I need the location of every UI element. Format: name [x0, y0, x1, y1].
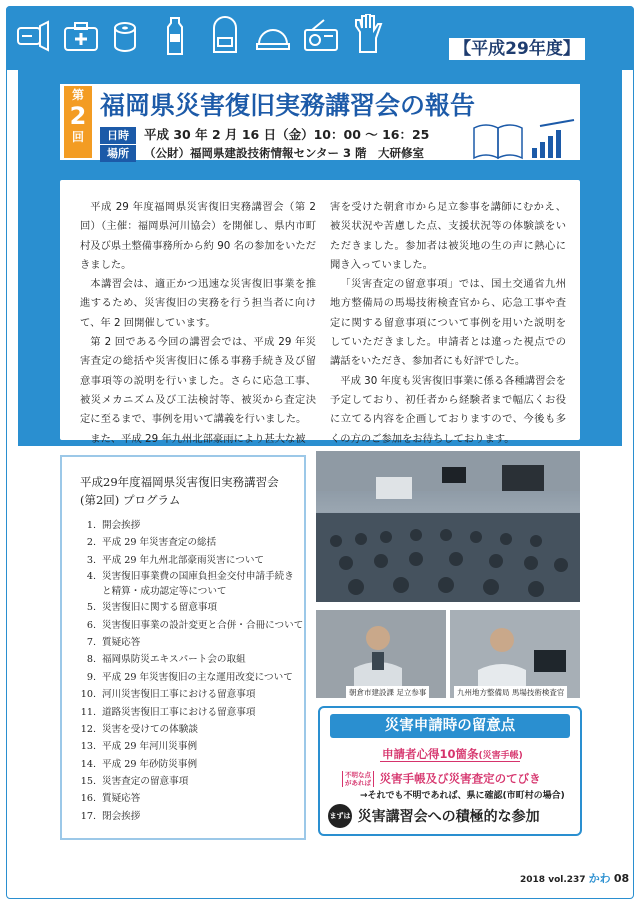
program-item-label: 質疑応答	[102, 793, 141, 805]
badge-suffix: 回	[71, 130, 84, 144]
program-item-number: 2.	[86, 537, 96, 549]
program-item	[76, 686, 298, 703]
program-item-label: 河川災害復旧工事における留意事項	[102, 689, 256, 701]
notice-line2-main: 災害手帳及び災害査定のてびき	[379, 771, 541, 786]
program-item-number: 16.	[80, 793, 96, 805]
program-item	[76, 721, 298, 738]
paragraph: 本講習会は、適正かつ迅速な災害復旧事業を推進するため、災害復旧の実務を行う担当者に向けて、年 2 回開催しています。	[80, 278, 316, 329]
program-item-label: 災害を受けての体験談	[102, 723, 198, 735]
program-item-label: 平成 29 年災害査定の総括	[102, 537, 217, 549]
program-item-label: 平成 29 年災害復旧の主な運用改変について	[102, 671, 293, 683]
toilet-paper-icon	[110, 14, 148, 58]
program-item	[76, 808, 298, 825]
program-item-number: 5.	[86, 602, 96, 614]
paragraph: 第 2 回である今回の講習会では、平成 29 年災害査定の総括や災害復旧に係る事務手続き及び留意事項等の説明を行いました。さらに応急工事、被災メカニズム及び工法検討等、被災から査定決定に至るまで、事例を用いて講義を行いました。	[80, 336, 316, 426]
program-item-label: 道路災害復旧工事における留意事項	[102, 706, 256, 718]
badge-number: 2	[69, 102, 87, 130]
page-title: 福岡県災害復旧実務講習会の報告	[100, 91, 476, 120]
program-item	[76, 738, 298, 755]
program-box	[60, 455, 306, 840]
program-item	[76, 552, 298, 569]
program-item-label: 災害復旧事業費の国庫負担金交付申請手続きと精算・成功認定等について	[102, 571, 294, 598]
program-title-line1: 平成29年度福岡県災害復旧実務講習会	[80, 475, 279, 489]
notice-line2-tag: 不明な点があれば	[342, 771, 374, 787]
date-label: 日時	[100, 127, 136, 144]
program-item-number: 10.	[80, 689, 96, 701]
notice-line1	[382, 746, 523, 762]
seminar-hall-illustration	[316, 451, 580, 602]
footer-volume: vol.237	[548, 875, 586, 885]
speaker-baba-photo	[450, 610, 580, 698]
program-item	[76, 599, 298, 616]
notice-box	[318, 706, 582, 836]
page-number: 08	[613, 872, 630, 885]
program-item	[76, 669, 298, 686]
notice-heading: 災害申請時の留意点	[330, 714, 570, 738]
glove-icon	[350, 14, 388, 58]
paragraph: 害を受けた朝倉市から足立参事を講師にむかえ、被災状況や苦慮した点、支援状況等の体験談をいただきました。参加者は被災地の生の声に熱心に聞き入っていました。	[330, 201, 566, 271]
water-bottle-icon	[158, 14, 196, 58]
page-footer	[520, 870, 629, 886]
program-item-number: 7.	[86, 636, 96, 648]
report-column-right	[330, 198, 566, 449]
program-item-label: 災害復旧事業の設計変更と合併・合冊について	[102, 619, 304, 631]
radio-icon	[302, 14, 340, 58]
badge-prefix: 第	[71, 88, 84, 102]
document-chart-icon	[470, 118, 580, 162]
header-icons	[14, 14, 454, 64]
program-item-label: 平成 29 年九州北部豪雨災害について	[102, 554, 265, 566]
year-label: 【平成29年度】	[447, 36, 587, 62]
program-item	[76, 634, 298, 651]
program-item	[76, 569, 298, 599]
program-item-number: 15.	[80, 776, 96, 788]
place-label: 場所	[100, 145, 136, 162]
program-list	[76, 517, 304, 825]
report-column-left	[80, 198, 316, 449]
program-item-number: 12.	[80, 723, 96, 735]
footer-magazine-name: かわ	[588, 872, 611, 885]
program-item-number: 4.	[86, 571, 96, 583]
speaker-adachi-photo	[316, 610, 446, 698]
program-item-number: 14.	[80, 758, 96, 770]
program-item	[76, 773, 298, 790]
place-row	[100, 145, 424, 163]
first-aid-kit-icon	[62, 14, 100, 58]
notice-line4-tag: まずは	[328, 804, 352, 828]
paragraph: 「災害査定の留意事項」では、国土交通省九州地方整備局の馬場技術検査官から、応急工事や査定に関する留意事項について事例を用いた説明をしていただきました。申請者とは違った視点での講話をいただき、参加者にも好評でした。	[330, 278, 566, 368]
program-item	[76, 617, 304, 634]
photo-caption: 九州地方整備局 馬場技術検査官	[454, 686, 567, 698]
program-item-number: 13.	[80, 741, 96, 753]
program-item-number: 17.	[80, 810, 96, 822]
program-item-label: 平成 29 年砂防災事例	[102, 758, 198, 770]
divider	[380, 761, 520, 762]
seminar-hall-photo	[316, 451, 580, 602]
program-title-line2: (第2回) プログラム	[80, 493, 181, 507]
program-item-number: 3.	[86, 554, 96, 566]
program-item-label: 平成 29 年河川災事例	[102, 741, 198, 753]
notice-line1-sub: (災害手帳)	[478, 751, 523, 761]
notice-line3: →それでも不明であれば、県に確認(市町村の場合)	[360, 791, 565, 801]
program-item-label: 閉会挨拶	[102, 810, 141, 822]
program-item	[76, 790, 298, 807]
notice-line4-main: 災害講習会への積極的な参加	[357, 809, 540, 825]
notice-line2	[342, 768, 541, 787]
program-item	[76, 756, 298, 773]
speaker-illustration	[450, 610, 580, 698]
helmet-icon	[254, 14, 292, 58]
program-item-number: 11.	[80, 706, 96, 718]
notice-line4	[328, 804, 540, 828]
program-item	[76, 651, 298, 668]
photo-caption: 朝倉市建設課 足立参事	[346, 686, 429, 698]
paragraph: 平成 30 年度も災害復旧事業に係る各種講習会を予定しており、初任者から経験者まで幅広くお役に立てる内容を企画しておりますので、今後も多くの方のご参加をお待ちしております。	[330, 374, 566, 445]
program-item-number: 6.	[86, 619, 96, 631]
program-item-label: 質疑応答	[102, 636, 141, 648]
program-item-number: 1.	[86, 520, 96, 531]
paragraph: 平成 29 年度福岡県災害復旧実務講習会（第 2 回）（主催：福岡県河川協会）を開催し、県内市町村及び県土整備事務所から約 90 名の参加をいただきました。	[80, 201, 316, 271]
report-text-box	[60, 180, 580, 445]
program-item-label: 福岡県防災エキスパート会の取組	[102, 654, 246, 666]
backpack-icon	[206, 14, 244, 58]
date-value: 平成 30 年 2 月 16 日（金）10：00 ～ 16：25	[144, 127, 430, 142]
notice-line1-main: 申請者心得10箇条	[382, 747, 479, 761]
program-item	[76, 517, 298, 534]
program-title	[80, 473, 304, 509]
date-row	[100, 125, 429, 143]
program-item-label: 開会挨拶	[102, 520, 141, 531]
place-value: （公財）福岡県建設技術情報センター 3 階 大研修室	[144, 146, 425, 160]
session-badge	[64, 86, 92, 158]
paragraph: また、平成 29 年九州北部豪雨により甚大な被	[90, 432, 306, 445]
flashlight-icon	[14, 14, 52, 58]
program-item-number: 9.	[86, 671, 96, 683]
program-item-number: 8.	[86, 654, 96, 666]
program-item-label: 災害復旧に関する留意事項	[102, 602, 218, 614]
program-item	[76, 704, 298, 721]
footer-year: 2018	[520, 875, 546, 885]
program-item	[76, 534, 298, 551]
program-item-label: 災害査定の留意事項	[102, 776, 189, 788]
speaker-illustration	[316, 610, 446, 698]
